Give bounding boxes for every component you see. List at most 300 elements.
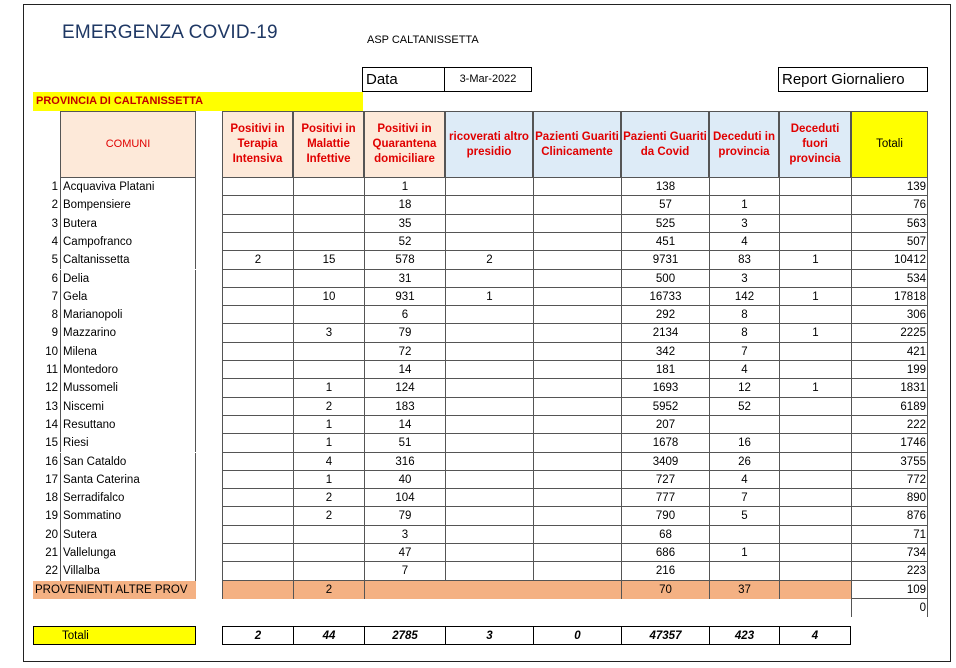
cell-terapia xyxy=(222,544,293,562)
cell-quarantena: 47 xyxy=(364,544,445,562)
row-number: 13 xyxy=(45,400,58,413)
cell-fuori xyxy=(779,507,851,525)
cell-fuori xyxy=(779,233,851,251)
cell-quarantena: 79 xyxy=(364,507,445,525)
cell-fuori xyxy=(779,489,851,507)
row-number: 10 xyxy=(45,345,58,358)
header-quarantena: Positivi in Quarantena domiciliare xyxy=(364,111,445,178)
cell-deceduti: 3 xyxy=(709,215,779,233)
grid-line xyxy=(222,250,928,251)
page-title: EMERGENZA COVID-19 xyxy=(62,22,278,43)
cell-clinicamente xyxy=(533,196,621,214)
cell-ricoverati xyxy=(445,233,533,251)
data-label: Data xyxy=(366,71,398,88)
row-number: 4 xyxy=(51,235,58,248)
cell-clinicamente xyxy=(533,453,621,471)
cell-ricoverati xyxy=(445,178,533,196)
cell-guariti: 3409 xyxy=(621,453,709,471)
cell-clinicamente xyxy=(533,178,621,196)
cell-fuori xyxy=(779,343,851,361)
header-guariti-clinicamente: Pazienti Guariti Clinicamente xyxy=(533,111,621,178)
cell-totale: 2225 xyxy=(851,324,928,342)
cell-fuori xyxy=(779,416,851,434)
cell-malattie: 2 xyxy=(293,398,364,416)
cell-fuori: 1 xyxy=(779,288,851,306)
grid-line xyxy=(222,415,928,416)
totali-gc: 0 xyxy=(533,626,621,645)
cell-malattie xyxy=(293,178,364,196)
cell-totale: 1746 xyxy=(851,434,928,452)
row-number: 14 xyxy=(45,418,58,431)
cell-ricoverati xyxy=(445,416,533,434)
cell-guariti: 500 xyxy=(621,270,709,288)
cell-totale: 17818 xyxy=(851,288,928,306)
comune-name: Sutera xyxy=(60,526,196,544)
row-number: 12 xyxy=(45,382,58,395)
cell-ricoverati xyxy=(445,398,533,416)
row-number: 8 xyxy=(51,309,58,322)
cell-clinicamente xyxy=(533,434,621,452)
cell-deceduti xyxy=(709,526,779,544)
row-number: 15 xyxy=(45,437,58,450)
cell-ricoverati xyxy=(445,434,533,452)
cell-clinicamente xyxy=(533,306,621,324)
cell-deceduti: 3 xyxy=(709,270,779,288)
grid-line xyxy=(222,433,928,434)
header-totali: Totali xyxy=(851,111,928,178)
cell-clinicamente xyxy=(533,526,621,544)
grid-line xyxy=(222,214,928,215)
comune-name: Resuttano xyxy=(60,416,196,434)
cell-malattie xyxy=(293,196,364,214)
cell-malattie xyxy=(293,270,364,288)
cell-quarantena: 72 xyxy=(364,343,445,361)
cell-ricoverati xyxy=(445,379,533,397)
cell-terapia xyxy=(222,379,293,397)
grid-line xyxy=(222,269,928,270)
cell-ricoverati xyxy=(445,343,533,361)
cell-terapia xyxy=(222,562,293,580)
cell-guariti: 342 xyxy=(621,343,709,361)
cell-ricoverati xyxy=(445,544,533,562)
cell-deceduti: 8 xyxy=(709,324,779,342)
grid-line xyxy=(222,470,928,471)
cell-clinicamente xyxy=(533,215,621,233)
cell-totale: 10412 xyxy=(851,251,928,269)
cell-guariti: 777 xyxy=(621,489,709,507)
row-number: 16 xyxy=(45,455,58,468)
cell-ricoverati xyxy=(445,526,533,544)
cell-malattie: 3 xyxy=(293,324,364,342)
comune-name: Mussomeli xyxy=(60,379,196,397)
cell-malattie: 15 xyxy=(293,251,364,269)
cell-quarantena: 18 xyxy=(364,196,445,214)
cell-quarantena: 578 xyxy=(364,251,445,269)
grid-line xyxy=(222,360,928,361)
cell-deceduti: 4 xyxy=(709,233,779,251)
totali-mi: 44 xyxy=(293,626,364,645)
cell-guariti: 68 xyxy=(621,526,709,544)
cell-ricoverati xyxy=(445,361,533,379)
cell-deceduti: 4 xyxy=(709,361,779,379)
totali-df: 4 xyxy=(779,626,851,645)
cell-totale: 3755 xyxy=(851,453,928,471)
totali-qd: 2785 xyxy=(364,626,445,645)
totali-dp: 423 xyxy=(709,626,779,645)
row-number: 6 xyxy=(51,272,58,285)
comune-name: Campofranco xyxy=(60,233,196,251)
cell-terapia xyxy=(222,398,293,416)
provenienti-malattie: 2 xyxy=(293,581,364,599)
cell-malattie: 2 xyxy=(293,507,364,525)
cell-deceduti: 7 xyxy=(709,489,779,507)
header-comuni: COMUNI xyxy=(60,111,196,178)
cell-terapia xyxy=(222,361,293,379)
cell-ricoverati xyxy=(445,471,533,489)
comune-name: San Cataldo xyxy=(60,453,196,471)
cell-deceduti: 142 xyxy=(709,288,779,306)
cell-quarantena: 316 xyxy=(364,453,445,471)
cell-terapia xyxy=(222,434,293,452)
grid-line xyxy=(222,342,928,343)
cell-fuori xyxy=(779,526,851,544)
cell-guariti: 1693 xyxy=(621,379,709,397)
cell-deceduti: 8 xyxy=(709,306,779,324)
cell-quarantena: 52 xyxy=(364,233,445,251)
row-number: 3 xyxy=(51,217,58,230)
row-number: 17 xyxy=(45,473,58,486)
cell-malattie xyxy=(293,215,364,233)
cell-clinicamente xyxy=(533,288,621,306)
cell-guariti: 216 xyxy=(621,562,709,580)
provenienti-fill-fuori xyxy=(779,581,851,599)
cell-fuori xyxy=(779,196,851,214)
cell-totale: 306 xyxy=(851,306,928,324)
cell-guariti: 5952 xyxy=(621,398,709,416)
cell-guariti: 525 xyxy=(621,215,709,233)
cell-malattie: 1 xyxy=(293,416,364,434)
cell-clinicamente xyxy=(533,416,621,434)
cell-clinicamente xyxy=(533,379,621,397)
cell-terapia xyxy=(222,489,293,507)
row-number: 22 xyxy=(45,565,58,578)
cell-deceduti: 12 xyxy=(709,379,779,397)
cell-malattie xyxy=(293,233,364,251)
totali-ra: 3 xyxy=(445,626,533,645)
cell-deceduti: 7 xyxy=(709,343,779,361)
cell-deceduti: 26 xyxy=(709,453,779,471)
cell-clinicamente xyxy=(533,324,621,342)
asp-label: ASP CALTANISSETTA xyxy=(367,34,479,46)
comune-name: Sommatino xyxy=(60,507,196,525)
header-terapia-intensiva: Positivi in Terapia Intensiva xyxy=(222,111,293,178)
cell-malattie xyxy=(293,562,364,580)
totali-gcov: 47357 xyxy=(621,626,709,645)
cell-guariti: 207 xyxy=(621,416,709,434)
cell-guariti: 181 xyxy=(621,361,709,379)
comune-name: Bompensiere xyxy=(60,196,196,214)
cell-malattie xyxy=(293,306,364,324)
cell-ricoverati: 1 xyxy=(445,288,533,306)
grid-line xyxy=(222,506,928,507)
cell-malattie xyxy=(293,343,364,361)
comune-name: Serradifalco xyxy=(60,489,196,507)
grid-line xyxy=(222,452,928,453)
cell-totale: 222 xyxy=(851,416,928,434)
cell-quarantena: 31 xyxy=(364,270,445,288)
comune-name: Marianopoli xyxy=(60,306,196,324)
cell-terapia xyxy=(222,416,293,434)
header-deceduti-fuori: Deceduti fuori provincia xyxy=(779,111,851,178)
extra-total: 0 xyxy=(851,599,928,617)
comune-name: Milena xyxy=(60,343,196,361)
cell-fuori xyxy=(779,544,851,562)
grid-line xyxy=(222,195,928,196)
report-label: Report Giornaliero xyxy=(782,71,905,88)
cell-fuori xyxy=(779,562,851,580)
cell-quarantena: 14 xyxy=(364,361,445,379)
comune-name: Gela xyxy=(60,288,196,306)
cell-deceduti: 52 xyxy=(709,398,779,416)
cell-terapia xyxy=(222,471,293,489)
report-date: 3-Mar-2022 xyxy=(459,73,517,85)
cell-quarantena: 104 xyxy=(364,489,445,507)
cell-deceduti: 5 xyxy=(709,507,779,525)
cell-quarantena: 6 xyxy=(364,306,445,324)
cell-ricoverati xyxy=(445,270,533,288)
cell-clinicamente xyxy=(533,233,621,251)
cell-clinicamente xyxy=(533,471,621,489)
cell-guariti: 9731 xyxy=(621,251,709,269)
cell-totale: 507 xyxy=(851,233,928,251)
cell-fuori xyxy=(779,215,851,233)
cell-clinicamente xyxy=(533,489,621,507)
cell-quarantena: 51 xyxy=(364,434,445,452)
grid-line xyxy=(927,178,928,617)
cell-terapia xyxy=(222,196,293,214)
cell-guariti: 790 xyxy=(621,507,709,525)
cell-terapia xyxy=(222,324,293,342)
cell-guariti: 451 xyxy=(621,233,709,251)
cell-totale: 421 xyxy=(851,343,928,361)
cell-fuori xyxy=(779,398,851,416)
cell-guariti: 138 xyxy=(621,178,709,196)
cell-totale: 139 xyxy=(851,178,928,196)
cell-terapia xyxy=(222,453,293,471)
cell-terapia xyxy=(222,288,293,306)
cell-malattie: 1 xyxy=(293,379,364,397)
cell-fuori xyxy=(779,178,851,196)
provenienti-fill-terapia xyxy=(222,581,293,599)
provenienti-guariti: 70 xyxy=(621,581,709,599)
totali-ti: 2 xyxy=(222,626,293,645)
cell-guariti: 57 xyxy=(621,196,709,214)
cell-malattie: 2 xyxy=(293,489,364,507)
cell-ricoverati xyxy=(445,507,533,525)
cell-guariti: 2134 xyxy=(621,324,709,342)
cell-deceduti: 1 xyxy=(709,196,779,214)
cell-fuori xyxy=(779,434,851,452)
cell-quarantena: 931 xyxy=(364,288,445,306)
row-number: 2 xyxy=(51,199,58,212)
provenienti-label: PROVENIENTI ALTRE PROV xyxy=(33,581,196,599)
cell-malattie xyxy=(293,526,364,544)
cell-fuori xyxy=(779,453,851,471)
cell-clinicamente xyxy=(533,343,621,361)
province-banner xyxy=(33,92,363,111)
cell-deceduti xyxy=(709,416,779,434)
cell-clinicamente xyxy=(533,361,621,379)
row-number: 20 xyxy=(45,528,58,541)
cell-guariti: 16733 xyxy=(621,288,709,306)
cell-ricoverati xyxy=(445,324,533,342)
cell-totale: 876 xyxy=(851,507,928,525)
cell-fuori xyxy=(779,270,851,288)
grid-line xyxy=(222,287,928,288)
row-number: 11 xyxy=(46,364,58,376)
row-number: 21 xyxy=(45,547,58,559)
provenienti-totale: 109 xyxy=(851,581,928,599)
cell-malattie: 10 xyxy=(293,288,364,306)
cell-clinicamente xyxy=(533,270,621,288)
grid-line xyxy=(222,232,928,233)
header-malattie-infettive: Positivi in Malattie Infettive xyxy=(293,111,364,178)
grid-line xyxy=(222,305,928,306)
cell-ricoverati: 2 xyxy=(445,251,533,269)
cell-malattie: 1 xyxy=(293,434,364,452)
row-number: 18 xyxy=(45,492,58,505)
cell-terapia xyxy=(222,526,293,544)
grid-line xyxy=(222,525,928,526)
cell-totale: 71 xyxy=(851,526,928,544)
header-deceduti-provincia: Deceduti in provincia xyxy=(709,111,779,178)
cell-terapia xyxy=(222,306,293,324)
cell-deceduti xyxy=(709,562,779,580)
cell-deceduti: 83 xyxy=(709,251,779,269)
cell-quarantena: 183 xyxy=(364,398,445,416)
grid-line xyxy=(222,561,928,562)
data-label-box xyxy=(362,67,445,92)
cell-ricoverati xyxy=(445,196,533,214)
totali-label: Totali xyxy=(33,626,196,645)
row-number: 19 xyxy=(45,510,58,523)
cell-malattie: 4 xyxy=(293,453,364,471)
comune-name: Santa Caterina xyxy=(60,471,196,489)
cell-quarantena: 124 xyxy=(364,379,445,397)
cell-totale: 734 xyxy=(851,544,928,562)
cell-ricoverati xyxy=(445,215,533,233)
cell-deceduti: 4 xyxy=(709,471,779,489)
cell-fuori xyxy=(779,361,851,379)
cell-quarantena: 79 xyxy=(364,324,445,342)
cell-guariti: 686 xyxy=(621,544,709,562)
grid-line xyxy=(222,488,928,489)
cell-terapia xyxy=(222,270,293,288)
cell-deceduti xyxy=(709,178,779,196)
cell-fuori xyxy=(779,471,851,489)
row-number: 1 xyxy=(51,181,58,193)
cell-totale: 199 xyxy=(851,361,928,379)
cell-clinicamente xyxy=(533,544,621,562)
cell-totale: 223 xyxy=(851,562,928,580)
cell-totale: 772 xyxy=(851,471,928,489)
cell-deceduti: 16 xyxy=(709,434,779,452)
province-label: PROVINCIA DI CALTANISSETTA xyxy=(36,95,204,107)
report-box xyxy=(778,67,928,92)
row-number: 5 xyxy=(51,254,58,267)
comune-name: Riesi xyxy=(60,434,196,452)
comune-name: Montedoro xyxy=(60,361,196,379)
cell-quarantena: 14 xyxy=(364,416,445,434)
cell-terapia xyxy=(222,343,293,361)
cell-clinicamente xyxy=(533,562,621,580)
comune-name: Mazzarino xyxy=(60,324,196,342)
grid-line xyxy=(222,543,928,544)
comune-name: Butera xyxy=(60,215,196,233)
comune-name: Delia xyxy=(60,270,196,288)
cell-ricoverati xyxy=(445,453,533,471)
cell-clinicamente xyxy=(533,251,621,269)
cell-totale: 890 xyxy=(851,489,928,507)
cell-clinicamente xyxy=(533,507,621,525)
cell-quarantena: 35 xyxy=(364,215,445,233)
cell-terapia xyxy=(222,507,293,525)
cell-malattie xyxy=(293,361,364,379)
cell-quarantena: 1 xyxy=(364,178,445,196)
cell-fuori xyxy=(779,306,851,324)
cell-ricoverati xyxy=(445,489,533,507)
cell-guariti: 292 xyxy=(621,306,709,324)
grid-line xyxy=(222,323,928,324)
cell-deceduti: 1 xyxy=(709,544,779,562)
cell-quarantena: 7 xyxy=(364,562,445,580)
cell-fuori: 1 xyxy=(779,324,851,342)
cell-malattie xyxy=(293,544,364,562)
grid-line xyxy=(222,177,928,178)
cell-fuori: 1 xyxy=(779,379,851,397)
cell-terapia: 2 xyxy=(222,251,293,269)
grid-line xyxy=(222,397,928,398)
comune-name: Acquaviva Platani xyxy=(60,178,196,196)
cell-terapia xyxy=(222,215,293,233)
cell-guariti: 1678 xyxy=(621,434,709,452)
cell-ricoverati xyxy=(445,306,533,324)
cell-totale: 76 xyxy=(851,196,928,214)
cell-totale: 6189 xyxy=(851,398,928,416)
cell-terapia xyxy=(222,178,293,196)
cell-fuori: 1 xyxy=(779,251,851,269)
comune-name: Vallelunga xyxy=(60,544,196,562)
cell-ricoverati xyxy=(445,562,533,580)
cell-clinicamente xyxy=(533,398,621,416)
row-number: 9 xyxy=(51,327,58,340)
comune-name: Niscemi xyxy=(60,398,196,416)
provenienti-fill-mid xyxy=(364,581,621,599)
comune-name: Caltanissetta xyxy=(60,251,196,269)
cell-terapia xyxy=(222,233,293,251)
cell-quarantena: 3 xyxy=(364,526,445,544)
grid-line xyxy=(222,378,928,379)
comune-name: Villalba xyxy=(60,562,196,580)
date-box xyxy=(444,67,532,92)
cell-guariti: 727 xyxy=(621,471,709,489)
header-guariti-covid: Pazienti Guariti da Covid xyxy=(621,111,709,178)
row-number: 7 xyxy=(51,290,58,303)
provenienti-deceduti: 37 xyxy=(709,581,779,599)
cell-totale: 563 xyxy=(851,215,928,233)
cell-totale: 1831 xyxy=(851,379,928,397)
cell-totale: 534 xyxy=(851,270,928,288)
